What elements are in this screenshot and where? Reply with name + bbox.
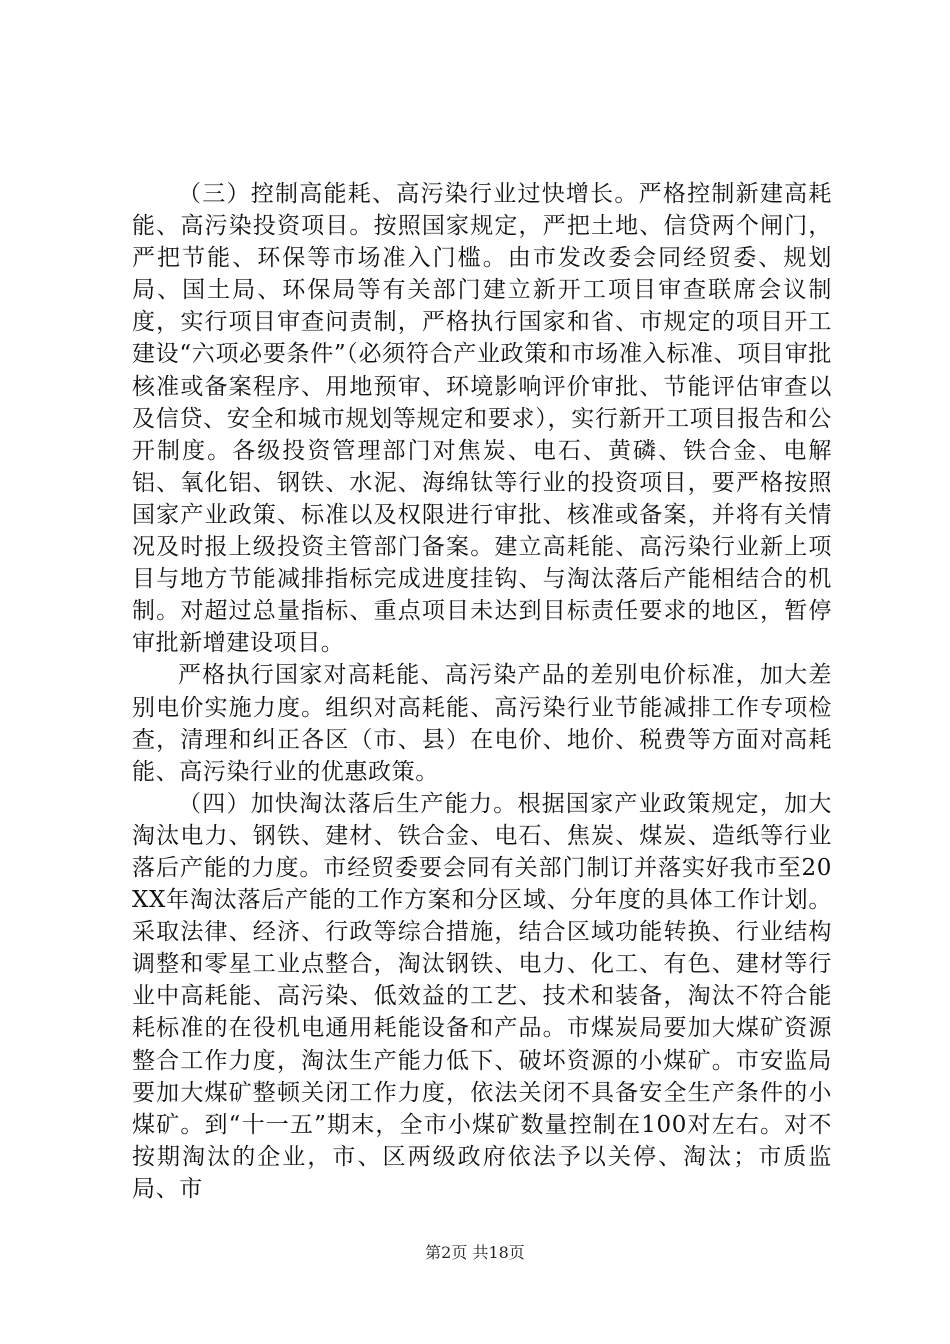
page-footer: 第2页 共18页 [425, 1243, 525, 1262]
document-body [132, 178, 832, 1205]
paragraph-differential-pricing: 严格执行国家对高耗能、高污染产品的差别电价标准，加大差别电价实施力度。组织对高耗能、高污染行业节能减排工作专项检查，清理和纠正各区（市、县）在电价、地价、税费等方面对高耗能、高污染行业的优惠政策。 [132, 662, 832, 785]
paragraph-section-three: （三）控制高能耗、高污染行业过快增长。严格控制新建高耗能、高污染投资项目。按照国家规定，严把土地、信贷两个闸门，严把节能、环保等市场准入门槛。由市发改委会同经贸委、规划局、国土局、环保局等有关部门建立新开工项目审查联席会议制度，实行项目审查问责制，严格执行国家和省、市规定的项目开工建设“六项必要条件”（必须符合产业政策和市场准入标准、项目审批核准或备案程序、用地预审、环境影响评价审批、节能评估审查以及信贷、安全和城市规划等规定和要求），实行新开工项目报告和公开制度。各级投资管理部门对焦炭、电石、黄磷、铁合金、电解铝、氧化铝、钢铁、水泥、海绵钛等行业的投资项目，要严格按照国家产业政策、标准以及权限进行审批、核准或备案，并将有关情况及时报上级投资主管部门备案。建立高耗能、高污染行业新上项目与地方节能减排指标完成进度挂钩、与淘汰落后产能相结合的机制。对超过总量指标、重点项目未达到目标责任要求的地区，暂停审批新增建设项目。 [132, 181, 832, 657]
paragraph-section-four: （四）加快淘汰落后生产能力。根据国家产业政策规定，加大淘汰电力、钢铁、建材、铁合金、电石、焦炭、煤炭、造纸等行业落后产能的力度。市经贸委要会同有关部门制订并落实好我市至20XX年淘汰落后产能的工作方案和分区域、分年度的具体工作计划。采取法律、经济、行政等综合措施，结合区域功能转换、行业结构调整和零星工业点整合，淘汰钢铁、电力、化工、有色、建材等行业中高耗能、高污染、低效益的工艺、技术和装备，淘汰不符合能耗标准的在役机电通用耗能设备和产品。市煤炭局要加大煤矿资源整合工作力度，淘汰生产能力低下、破坏资源的小煤矿。市安监局要加大煤矿整顿关闭工作力度，依法关闭不具备安全生产条件的小煤矿。到“十一五”期末，全市小煤矿数量控制在100对左右。对不按期淘汰的企业，市、区两级政府依法予以关停、淘汰；市质监局、市 [132, 790, 832, 1202]
